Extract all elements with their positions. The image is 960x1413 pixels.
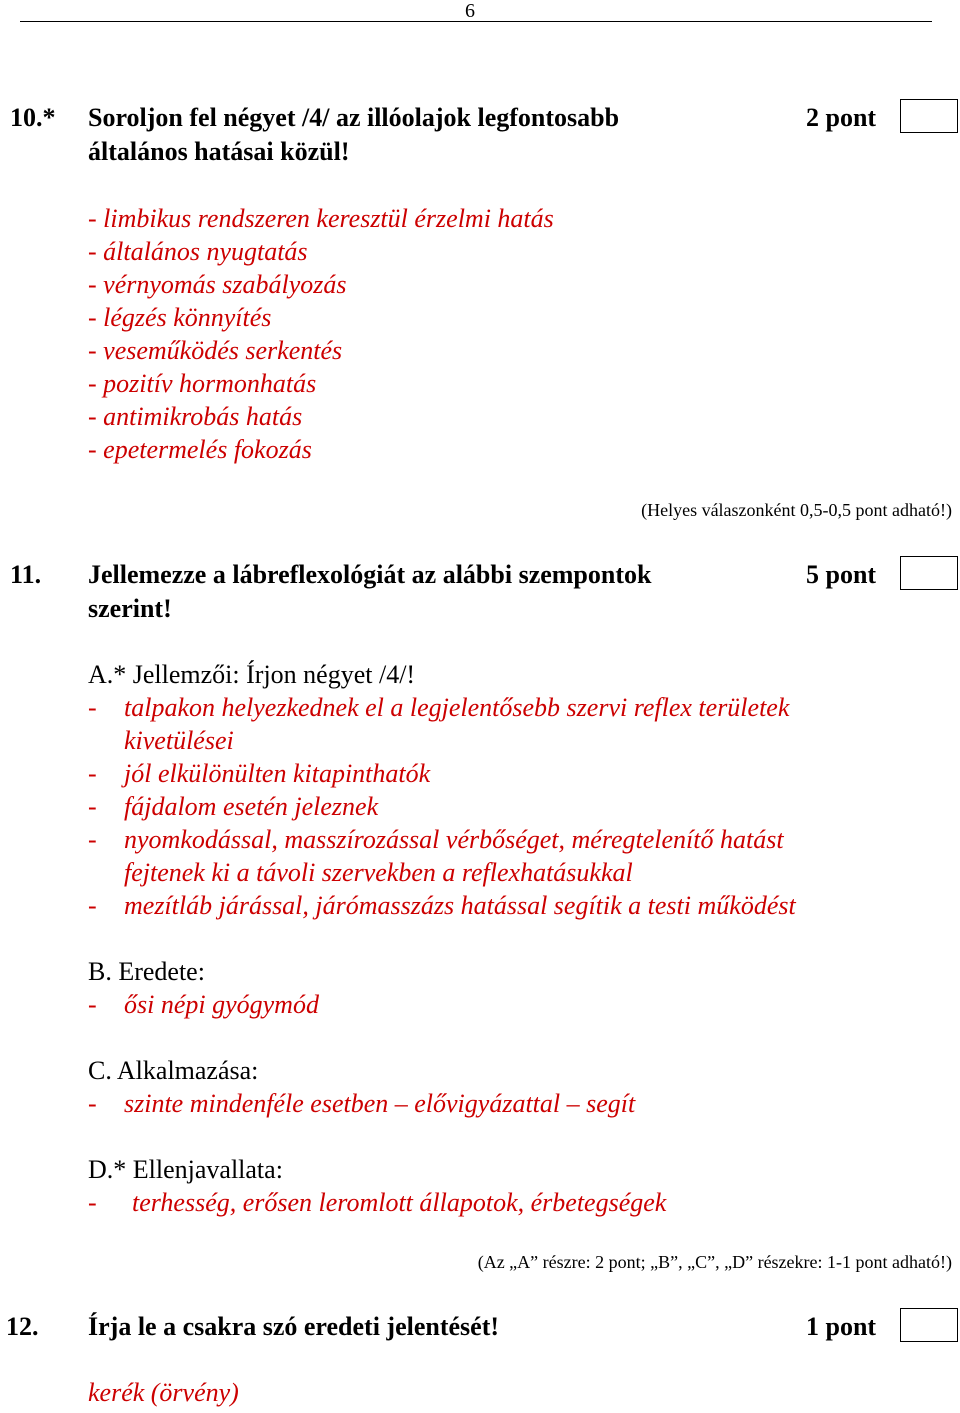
q10-answer: - limbikus rendszeren keresztül érzelmi hatás — [88, 204, 554, 233]
q10-number: 10.* — [10, 103, 56, 132]
q11-a-answer: mezítláb járással, járómasszázs hatással segítik a testi működést — [124, 891, 796, 920]
q11-dash: - — [88, 759, 97, 788]
q11-part-d-label: D.* Ellenjavallata: — [88, 1155, 283, 1184]
q11-points: 5 pont — [806, 560, 877, 589]
q12-number: 12. — [6, 1312, 39, 1341]
q11-dash: - — [88, 891, 97, 920]
q10-text-line1: Soroljon fel négyet /4/ az illóolajok legfontosabb — [88, 103, 620, 132]
q11-b-answer: ősi népi gyógymód — [124, 990, 319, 1019]
q10-scoring-note: (Helyes válaszonként 0,5-0,5 pont adható!) — [641, 500, 952, 520]
q11-text-line2: szerint! — [88, 594, 172, 623]
q11-a-answer: fejtenek ki a távoli szervekben a reflexhatásukkal — [124, 858, 633, 887]
q11-number: 11. — [10, 560, 42, 589]
q10-answer: - vérnyomás szabályozás — [88, 270, 347, 299]
q11-dash: - — [88, 990, 97, 1019]
q11-c-answer: szinte mindenféle esetben – elővigyázattal – segít — [124, 1089, 636, 1118]
q10-answer: - általános nyugtatás — [88, 237, 308, 266]
q12-points: 1 pont — [806, 1312, 877, 1341]
q11-part-b-label: B. Eredete: — [88, 957, 205, 986]
q11-a-answer: jól elkülönülten kitapinthatók — [124, 759, 431, 788]
header-rule — [20, 21, 932, 22]
page-number: 6 — [465, 0, 475, 22]
q11-a-answer: nyomkodással, masszírozással vérbőséget, méregtelenítő hatást — [124, 825, 784, 854]
q12-answer: kerék (örvény) — [88, 1378, 239, 1407]
q10-answer: - légzés könnyítés — [88, 303, 272, 332]
q11-scoring-note: (Az „A” részre: 2 pont; „B”, „C”, „D” részekre: 1-1 pont adható!) — [477, 1252, 952, 1272]
q11-dash: - — [88, 1089, 97, 1118]
q11-d-answer: terhesség, erősen leromlott állapotok, érbetegségek — [132, 1188, 667, 1217]
q10-score-box[interactable] — [900, 99, 958, 133]
q10-answer: - pozitív hormonhatás — [88, 369, 317, 398]
q11-part-c-label: C. Alkalmazása: — [88, 1056, 259, 1085]
q10-text-line2: általános hatásai közül! — [88, 137, 350, 166]
q12-score-box[interactable] — [900, 1308, 958, 1342]
q10-answer: - veseműködés serkentés — [88, 336, 343, 365]
q11-text-line1: Jellemezze a lábreflexológiát az alábbi szempontok — [88, 560, 652, 589]
q11-dash: - — [88, 825, 97, 854]
q11-a-answer: fájdalom esetén jeleznek — [124, 792, 379, 821]
q11-score-box[interactable] — [900, 556, 958, 590]
q11-dash: - — [88, 693, 97, 722]
q11-dash: - — [88, 1188, 97, 1217]
q10-answer: - epetermelés fokozás — [88, 435, 312, 464]
q11-dash: - — [88, 792, 97, 821]
q11-a-answer: kivetülései — [124, 726, 234, 755]
q12-text: Írja le a csakra szó eredeti jelentését! — [88, 1312, 500, 1341]
q10-answer: - antimikrobás hatás — [88, 402, 303, 431]
q11-part-a-label: A.* Jellemzői: Írjon négyet /4/! — [88, 660, 416, 689]
q11-a-answer: talpakon helyezkednek el a legjelentősebb szervi reflex területek — [124, 693, 790, 722]
q10-points: 2 pont — [806, 103, 877, 132]
